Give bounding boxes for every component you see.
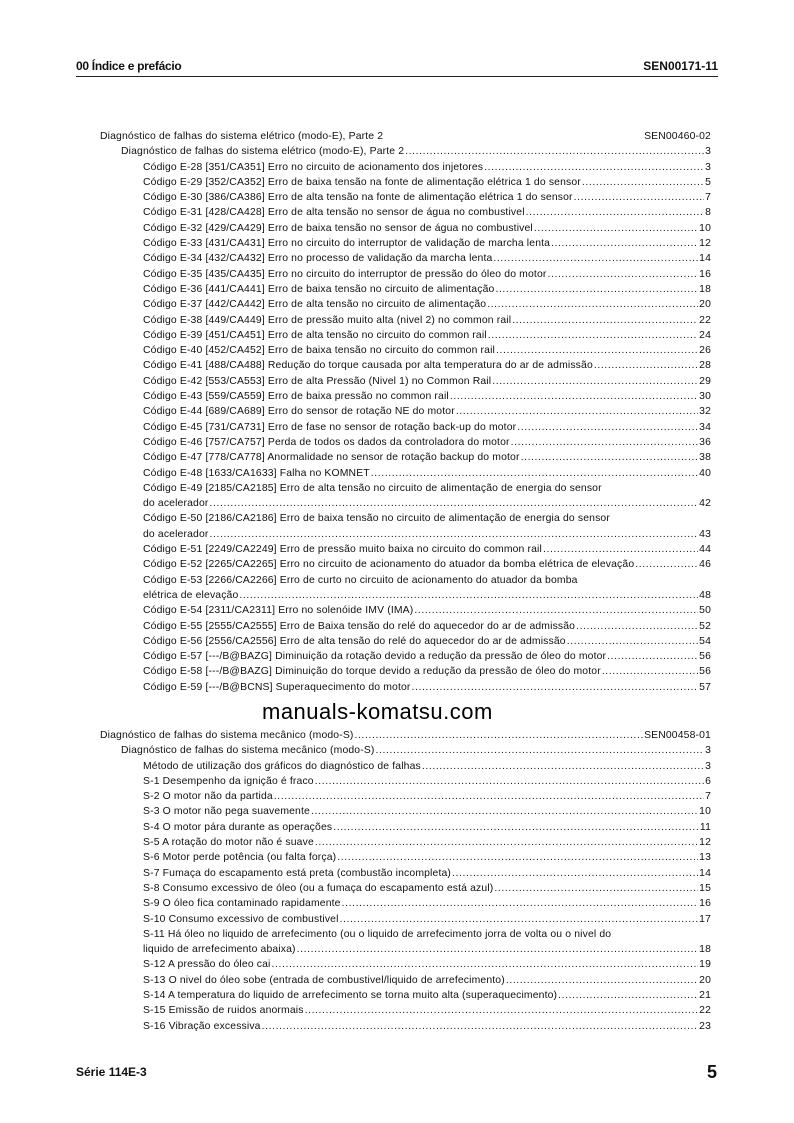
toc-page-number: 46 (699, 559, 711, 571)
toc-entry[interactable] (100, 988, 711, 1003)
toc-entry[interactable] (100, 420, 711, 435)
toc-page-number: 18 (699, 944, 711, 956)
toc-page-number: 22 (699, 314, 711, 326)
dot-leader (272, 957, 699, 972)
dot-leader (551, 236, 698, 251)
toc-entry-text: S-13 O nivel do óleo sobe (entrada de combustivel/liquido de arrefecimento) (143, 974, 505, 986)
dot-leader (512, 313, 698, 328)
toc-entry[interactable] (100, 1003, 711, 1018)
toc-entry-text: Código E-57 [---/B@BAZG] Diminuição da rotação devido a redução da pressão de óleo do motor (143, 651, 607, 663)
toc-entry[interactable] (100, 912, 711, 927)
toc-entry-text: S-4 O motor pára durante as operações (143, 821, 333, 833)
toc-entry-text: S-9 O óleo fica contaminado rapidamente (143, 898, 341, 910)
toc-entry[interactable] (100, 1019, 711, 1034)
toc-subtitle[interactable] (100, 743, 711, 758)
toc-entry-continuation[interactable] (100, 496, 711, 511)
toc-page-number: 14 (699, 867, 711, 879)
toc-page-number: 21 (699, 990, 711, 1002)
toc-page-number: 57 (699, 681, 711, 693)
toc-entry[interactable] (100, 957, 711, 972)
dot-leader (582, 175, 704, 190)
dot-leader (534, 221, 698, 236)
dot-leader (635, 557, 698, 572)
toc-entry-text: Código E-47 [778/CA778] Anormalidade no sensor de rotação backup do motor (143, 452, 520, 464)
toc-page-number: 44 (699, 544, 711, 556)
toc-entry-text: liquido de arrefecimento abaixa) (143, 944, 296, 956)
toc-entry[interactable] (100, 850, 711, 865)
toc-entry-text: Método de utilização dos gráficos do diagnóstico de falhas (143, 760, 421, 772)
toc-section-mechanical (100, 728, 711, 1034)
watermark: manuals-komatsu.com (262, 699, 493, 724)
toc-entry[interactable] (100, 313, 711, 328)
toc-entry-text: Código E-50 [2186/CA2186] Erro de baixa tensão no circuito de alimentação de energia do sensor (143, 513, 610, 525)
toc-page-number: 14 (699, 253, 711, 265)
toc-entry-text: Código E-28 [351/CA351] Erro no circuito de acionamento dos injetores (143, 161, 484, 173)
toc-entry[interactable] (100, 251, 711, 266)
spacer (383, 129, 644, 144)
toc-page-number: 10 (699, 222, 711, 234)
toc-entry-text: Código E-37 [442/CA442] Erro de alta tensão no circuito de alimentação (143, 299, 487, 311)
toc-entry[interactable] (100, 557, 711, 572)
dot-leader (315, 774, 704, 789)
toc-entry-text: S-12 A pressão do óleo cai (143, 959, 271, 971)
chapter-title: 00 Índice e prefácio (76, 59, 182, 73)
toc-entry-text: Código E-48 [1633/CA1633] Falha no KOMNET (143, 467, 370, 479)
toc-page-number: 10 (699, 806, 711, 818)
dot-leader (342, 896, 699, 911)
toc-entry[interactable] (100, 542, 711, 557)
dot-leader (547, 267, 698, 282)
toc-page-number: 16 (699, 898, 711, 910)
toc-entry-continuation[interactable] (100, 527, 711, 542)
toc-page-number: 15 (699, 882, 711, 894)
toc-entry[interactable] (100, 328, 711, 343)
toc-page-number: 34 (699, 421, 711, 433)
toc-page-number: 30 (699, 391, 711, 403)
toc-entry-text: Código E-46 [757/CA757] Perda de todos os dados da controladora do motor (143, 436, 510, 448)
toc-page-number: 26 (699, 345, 711, 357)
toc-page-number: 11 (699, 821, 711, 833)
toc-entry-text: Código E-56 [2556/CA2556] Erro de alta tensão do relé do aquecedor do ar de admissão (143, 635, 566, 647)
dot-leader (422, 759, 704, 774)
dot-leader (355, 728, 644, 743)
toc-page-number: 3 (705, 745, 711, 757)
toc-page-number: 38 (699, 452, 711, 464)
toc-entry-text: Código E-54 [2311/CA2311] Erro no solenóide IMV (IMA) (143, 605, 414, 617)
toc-entry-text: Código E-32 [429/CA429] Erro de baixa tensão no sensor de água no combustivel (143, 222, 533, 234)
toc-entry-text: Código E-35 [435/CA435] Erro no circuito do interruptor de pressão do óleo do motor (143, 268, 547, 280)
toc-entry[interactable] (100, 573, 711, 588)
toc-page-number: 22 (699, 1005, 711, 1017)
toc-entry[interactable] (100, 236, 711, 251)
toc-entry-text: Código E-55 [2555/CA2555] Erro de Baixa tensão do relé do aquecedor do ar de admissão (143, 620, 576, 632)
page-header (76, 58, 718, 77)
toc-entry-text: Código E-41 [488/CA488] Redução do torque causada por alta temperatura do ar de admissão (143, 360, 593, 372)
toc-entry-text: Diagnóstico de falhas do sistema mecânico (modo-S) (121, 745, 375, 757)
dot-leader (262, 1019, 699, 1034)
toc-entry[interactable] (100, 664, 711, 679)
toc-entry-text: Código E-39 [451/CA451] Erro de alta tensão no circuito do common rail (143, 329, 487, 341)
toc-entry-text: elétrica de elevação (143, 589, 239, 601)
dot-leader (405, 144, 704, 159)
toc-entry-text: S-5 A rotação do motor não é suave (143, 837, 314, 849)
toc-entry[interactable] (100, 649, 711, 664)
toc-entry-text: Código E-42 [553/CA553] Erro de alta Pressão (Nivel 1) no Common Rail (143, 375, 492, 387)
dot-leader (576, 619, 698, 634)
toc-entry[interactable] (100, 603, 711, 618)
toc-entry[interactable] (100, 175, 711, 190)
toc-entry-text: Código E-44 [689/CA689] Erro do sensor de rotação NE do motor (143, 406, 455, 418)
toc-entry[interactable] (100, 389, 711, 404)
dot-leader (239, 588, 698, 603)
toc-entry[interactable] (100, 404, 711, 419)
dot-leader (493, 251, 698, 266)
toc-entry-text: Código E-43 [559/CA559] Erro de baixa pressão no common rail (143, 391, 449, 403)
toc-entry-text: Código E-53 [2266/CA2266] Erro de curto no circuito de acionamento do atuador da bomba (143, 574, 578, 586)
dot-leader (517, 420, 698, 435)
toc-entry-text: Código E-59 [---/B@BCNS] Superaquecimento do motor (143, 681, 411, 693)
toc-entry[interactable] (100, 511, 711, 526)
toc-entry[interactable] (100, 634, 711, 649)
toc-entry-text: S-3 O motor não pega suavemente (143, 806, 310, 818)
toc-entry[interactable] (100, 160, 711, 175)
toc-entry[interactable] (100, 927, 711, 942)
toc-subtitle[interactable] (100, 144, 711, 159)
toc-entry-text: do acelerador (143, 498, 209, 510)
toc-page-number: 8 (705, 207, 711, 219)
dot-leader (526, 205, 704, 220)
toc-entry-text: S-15 Emissão de ruidos anormais (143, 1005, 304, 1017)
toc-page-number: SEN00458-01 (644, 730, 711, 741)
toc-entry-text: S-6 Motor perde potência (ou falta força) (143, 852, 337, 864)
toc-section-title[interactable] (100, 728, 711, 743)
dot-leader (484, 160, 704, 175)
dot-leader (594, 358, 698, 373)
toc-page-number: 32 (699, 406, 711, 418)
toc-page-number: 7 (705, 192, 711, 204)
toc-entry-text: Código E-52 [2265/CA2265] Erro no circuito de acionamento do atuador da bomba elétrica de elevação (143, 559, 635, 571)
toc-entry-text: Código E-38 [449/CA449] Erro de pressão muito alta (nivel 2) no common rail (143, 314, 512, 326)
toc-entry-text: Código E-29 [352/CA352] Erro de baixa tensão na fonte de alimentação elétrica 1 do sensor (143, 176, 581, 188)
toc-page-number: 23 (699, 1020, 711, 1032)
toc-entry[interactable] (100, 205, 711, 220)
dot-leader (450, 389, 698, 404)
toc-page-number: 20 (699, 974, 711, 986)
toc-entry[interactable] (100, 267, 711, 282)
toc-page-number: 50 (699, 605, 711, 617)
toc-page-number: 6 (705, 775, 711, 787)
toc-entry-continuation[interactable] (100, 588, 711, 603)
dot-leader (414, 603, 698, 618)
toc-page-number: 43 (699, 528, 711, 540)
dot-leader (511, 435, 699, 450)
toc-page-number: 20 (699, 299, 711, 311)
dot-leader (340, 912, 699, 927)
toc-entry-text: S-8 Consumo excessivo de óleo (ou a fumaça do escapamento está azul) (143, 882, 494, 894)
toc-page-number: 28 (699, 360, 711, 372)
dot-leader (607, 649, 698, 664)
dot-leader (376, 743, 705, 758)
toc-entry[interactable] (100, 896, 711, 911)
dot-leader (337, 850, 698, 865)
toc-entry-text: Diagnóstico de falhas do sistema elétrico (modo-E), Parte 2 (100, 131, 384, 142)
toc-page-number: 3 (705, 146, 711, 158)
toc-page-number: 42 (699, 498, 711, 510)
toc-entry[interactable] (100, 680, 711, 695)
toc-entry[interactable] (100, 450, 711, 465)
toc-entry-text: S-2 O motor não da partida (143, 791, 273, 803)
footer-series: Série 114E-3 (76, 1065, 147, 1079)
toc-entry[interactable] (100, 358, 711, 373)
toc-entry[interactable] (100, 481, 711, 496)
dot-leader (492, 374, 698, 389)
dot-leader (412, 680, 699, 695)
toc-page-number: 12 (699, 238, 711, 250)
dot-leader (452, 866, 698, 881)
toc-entry[interactable] (100, 820, 711, 835)
dot-leader (315, 835, 698, 850)
toc-page-number: 56 (699, 651, 711, 663)
page-number: 5 (706, 1062, 717, 1082)
toc-entry-text: S-10 Consumo excessivo de combustivel (143, 913, 339, 925)
toc-page-number: 13 (699, 852, 711, 864)
toc-entry-text: Código E-58 [---/B@BAZG] Diminuição do torque devido a redução da pressão de óleo do motor (143, 666, 601, 678)
toc-page-number: 54 (699, 635, 711, 647)
toc-entry-text: S-1 Desempenho da ignição é fraco (143, 775, 314, 787)
toc-page-number: SEN00460-02 (644, 131, 711, 142)
toc-entry[interactable] (100, 282, 711, 297)
toc-entry-text: Código E-51 [2249/CA2249] Erro de pressão muito baixa no circuito do common rail (143, 544, 542, 556)
toc-entry-text: S-7 Fumaça do escapamento está preta (combustão incompleta) (143, 867, 452, 879)
dot-leader (506, 973, 698, 988)
toc-page-number: 12 (699, 837, 711, 849)
toc-entry-text: Código E-33 [431/CA431] Erro no circuito do interruptor de validação de marcha lenta (143, 238, 551, 250)
toc-entry[interactable] (100, 435, 711, 450)
dot-leader (602, 664, 698, 679)
dot-leader (543, 542, 698, 557)
toc-page-number: 48 (699, 589, 711, 601)
toc-entry[interactable] (100, 881, 711, 896)
dot-leader (494, 881, 698, 896)
toc-entry-continuation[interactable] (100, 942, 711, 957)
dot-leader (333, 820, 699, 835)
dot-leader (311, 804, 698, 819)
toc-entry-text: S-16 Vibração excessiva (143, 1020, 261, 1032)
toc-entry-text: do acelerador (143, 528, 209, 540)
dot-leader (521, 450, 699, 465)
toc-entry[interactable] (100, 297, 711, 312)
toc-page-number: 16 (699, 268, 711, 280)
toc-entry[interactable] (100, 774, 711, 789)
dot-leader (574, 190, 704, 205)
toc-entry-text: Diagnóstico de falhas do sistema elétrico (modo-E), Parte 2 (121, 146, 405, 158)
toc-entry-text: Código E-34 [432/CA432] Erro no processo de validação da marcha lenta (143, 253, 493, 265)
toc-page-number: 24 (699, 329, 711, 341)
dot-leader (274, 789, 704, 804)
dot-leader (210, 527, 699, 542)
toc-entry[interactable] (100, 789, 711, 804)
toc-entry[interactable] (100, 221, 711, 236)
toc-entry[interactable] (100, 759, 711, 774)
toc-entry[interactable] (100, 190, 711, 205)
document-code: SEN00171-11 (643, 59, 718, 73)
toc-page-number: 29 (699, 375, 711, 387)
toc-entry-text: Código E-40 [452/CA452] Erro de baixa tensão no circuito do common rail (143, 345, 495, 357)
toc-page-number: 36 (699, 436, 711, 448)
toc-page-number: 3 (705, 760, 711, 772)
toc-entry[interactable] (100, 866, 711, 881)
toc-section-title[interactable] (100, 129, 711, 144)
toc-section-electrical (100, 129, 711, 695)
dot-leader (305, 1003, 699, 1018)
toc-page-number: 17 (699, 913, 711, 925)
toc-entry[interactable] (100, 466, 711, 481)
toc-entry[interactable] (100, 343, 711, 358)
toc-entry-text: Código E-49 [2185/CA2185] Erro de alta tensão no circuito de alimentação de energia do sensor (143, 482, 602, 494)
dot-leader (456, 404, 698, 419)
toc-entry[interactable] (100, 619, 711, 634)
toc-entry-text: Diagnóstico de falhas do sistema mecânico (modo-S) (100, 730, 354, 741)
toc-entry-text: Código E-36 [441/CA441] Erro de baixa tensão no circuito de alimentação (143, 283, 495, 295)
dot-leader (558, 988, 698, 1003)
dot-leader (495, 282, 698, 297)
dot-leader (371, 466, 698, 481)
toc-page-number: 5 (705, 176, 711, 188)
toc-page-number: 52 (699, 620, 711, 632)
toc-entry[interactable] (100, 973, 711, 988)
toc-page-number: 3 (705, 161, 711, 173)
toc-page-number: 19 (699, 959, 711, 971)
toc-entry-text: Código E-30 [386/CA386] Erro de alta tensão na fonte de alimentação elétrica 1 do sensor (143, 192, 573, 204)
dot-leader (567, 634, 698, 649)
toc-entry-text: Código E-45 [731/CA731] Erro de fase no sensor de rotação back-up do motor (143, 421, 517, 433)
toc-entry[interactable] (100, 835, 711, 850)
dot-leader (297, 942, 698, 957)
dot-leader (210, 496, 699, 511)
dot-leader (496, 343, 698, 358)
toc-entry-text: Código E-31 [428/CA428] Erro de alta tensão no sensor de água no combustivel (143, 207, 525, 219)
toc-page-number: 18 (699, 283, 711, 295)
toc-entry[interactable] (100, 374, 711, 389)
toc-entry-text: S-14 A temperatura do liquido de arrefecimento se torna muito alta (superaquecimento) (143, 990, 558, 1002)
dot-leader (487, 297, 698, 312)
toc-page-number: 7 (705, 791, 711, 803)
toc-page-number: 56 (699, 666, 711, 678)
toc-entry-text: S-11 Há óleo no liquido de arrefecimento (ou o liquido de arrefecimento jorra de volta ou o nivel do (143, 928, 612, 940)
dot-leader (488, 328, 698, 343)
toc-page-number: 40 (699, 467, 711, 479)
toc-entry[interactable] (100, 804, 711, 819)
